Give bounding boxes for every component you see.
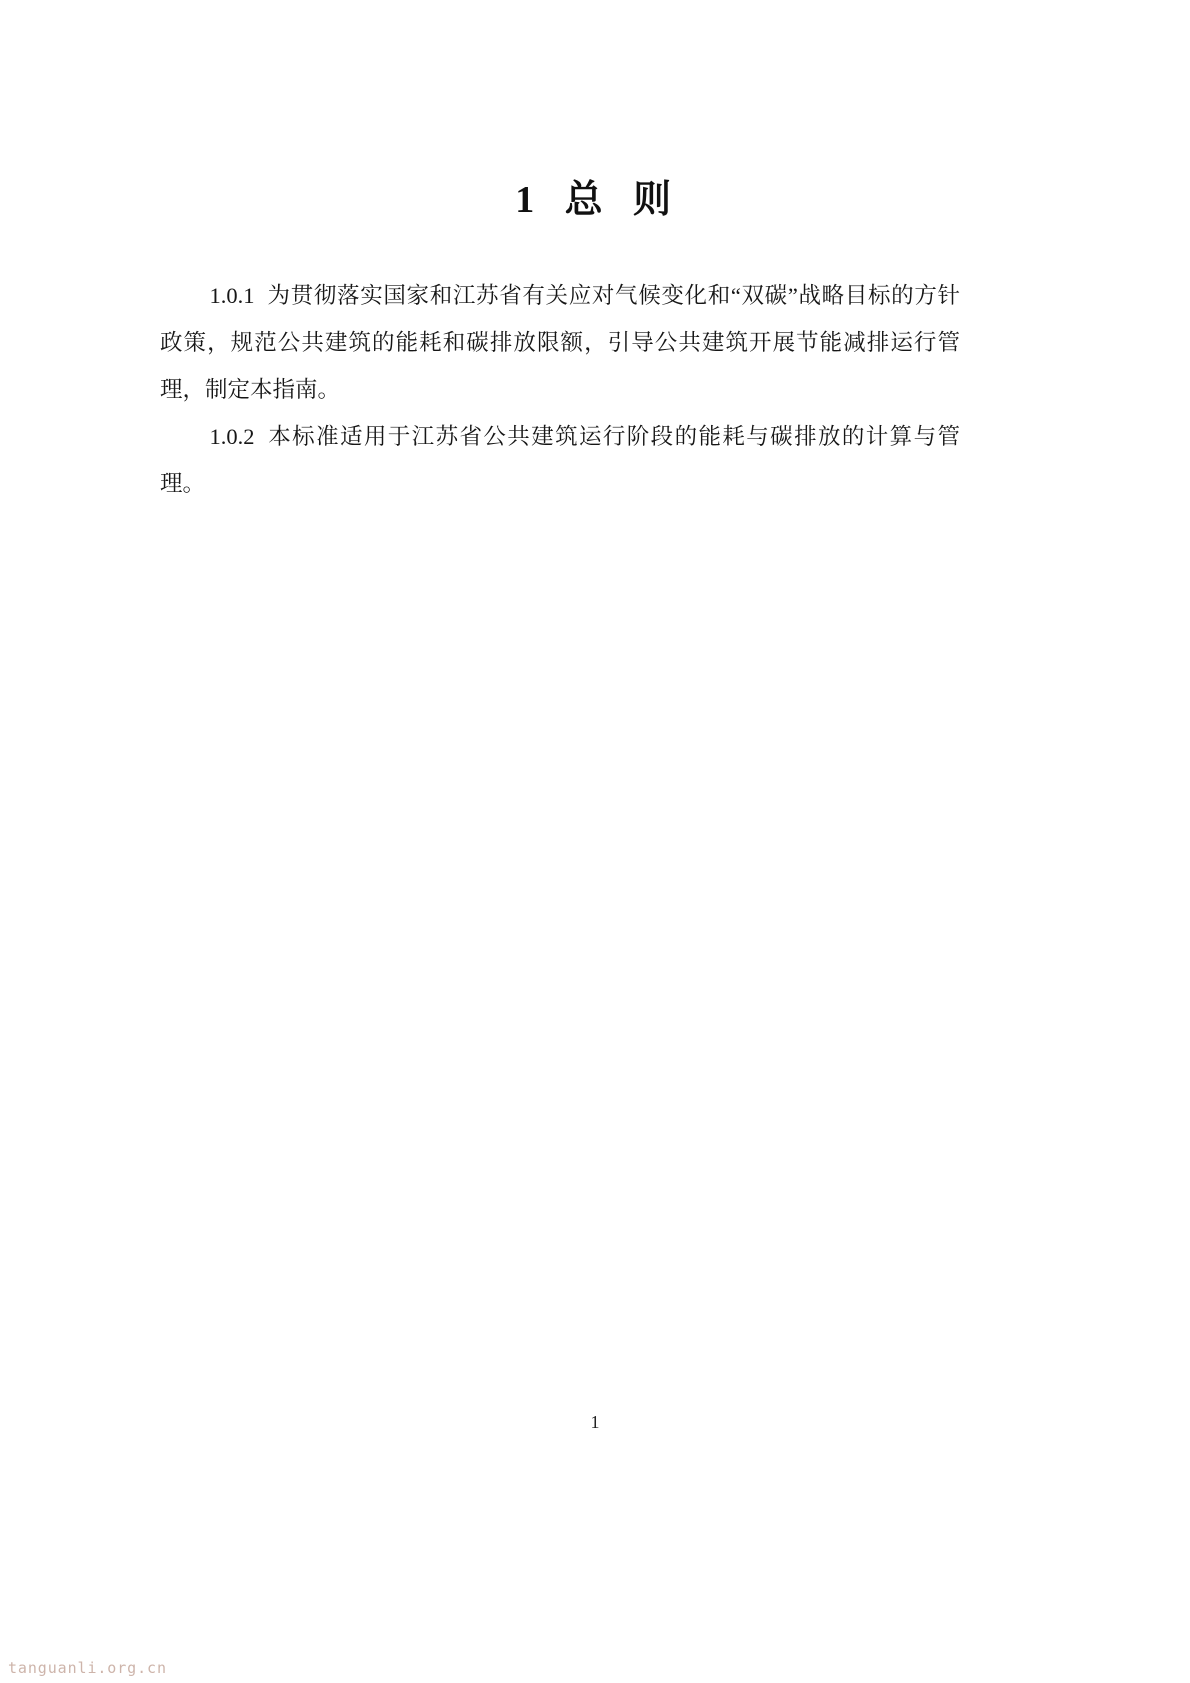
- body-text: [160, 272, 960, 507]
- clause-text-1-0-1: 为贯彻落实国家和江苏省有关应对气候变化和“双碳”战略目标的方针政策，规范公共建筑的能耗和碳排放限额，引导公共建筑开展节能减排运行管理，制定本指南。: [160, 283, 960, 402]
- paragraph-1-0-1: [160, 272, 960, 413]
- clause-number-1-0-2: 1.0.2: [209, 424, 255, 449]
- clause-number-1-0-1: 1.0.1: [209, 283, 255, 308]
- watermark-text: tanguanli.org.cn: [8, 1659, 167, 1677]
- paragraph-1-0-2: [160, 413, 960, 507]
- clause-text-1-0-2: 本标准适用于江苏省公共建筑运行阶段的能耗与碳排放的计算与管理。: [160, 424, 960, 496]
- page-title: 1 总 则: [515, 179, 675, 221]
- page-number: 1: [590, 1412, 600, 1432]
